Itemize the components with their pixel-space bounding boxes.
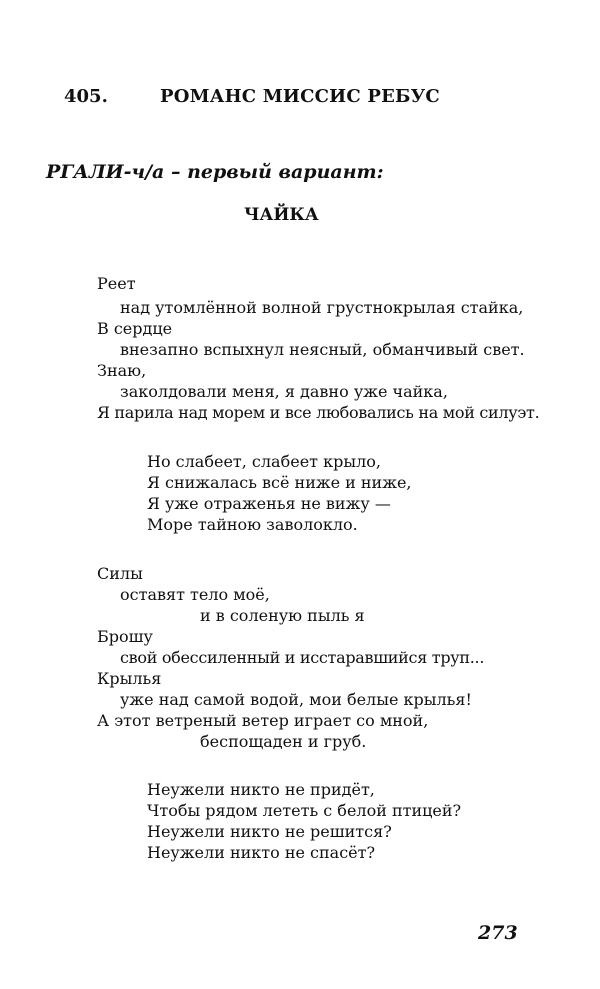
poem-line: Неужели никто не придёт, [147, 780, 375, 799]
poem-line: Я уже отраженья не вижу — [147, 494, 391, 513]
poem-line: В сердце [97, 319, 173, 338]
poem-line: уже над самой водой, мои белые крылья! [120, 690, 472, 709]
poem-line: беспощаден и груб. [200, 732, 367, 751]
poem-line: Крылья [97, 669, 162, 688]
poem-line: Знаю, [97, 361, 147, 380]
poem-line: А этот ветреный ветер играет со мной, [97, 711, 429, 730]
poem-number: 405. [64, 86, 108, 107]
poem-line: свой обессиленный и исстаравшийся труп... [120, 648, 485, 667]
poem-title: ЧАЙКА [244, 205, 319, 225]
poem-line: Я снижалась всё ниже и ниже, [147, 473, 412, 492]
poem-line: Реет [97, 274, 136, 293]
poem-line: и в соленую пыль я [200, 606, 365, 625]
archive-source-note: РГАЛИ-ч/а – первый вариант: [46, 161, 384, 183]
poem-line: Неужели никто не решится? [147, 822, 392, 841]
poem-line: заколдовали меня, я давно уже чайка, [120, 382, 448, 401]
section-title: РОМАНС МИССИС РЕБУС [160, 86, 440, 107]
poem-line: Море тайною заволокло. [147, 515, 358, 534]
poem-line: Брошу [97, 627, 153, 646]
poem-line: Чтобы рядом лететь с белой птицей? [147, 801, 462, 820]
poem-line: Неужели никто не спасёт? [147, 843, 376, 862]
poem-line: внезапно вспыхнул неясный, обманчивый свет. [120, 340, 525, 359]
page-number: 273 [478, 922, 518, 944]
poem-line: Но слабеет, слабеет крыло, [147, 452, 381, 471]
poem-line: Я парила над морем и все любовались на мой силуэт. [97, 403, 540, 422]
poem-line: оставят тело моё, [120, 585, 270, 604]
poem-line: над утомлённой волной грустнокрылая стайка, [120, 298, 524, 317]
poem-line: Силы [97, 564, 143, 583]
